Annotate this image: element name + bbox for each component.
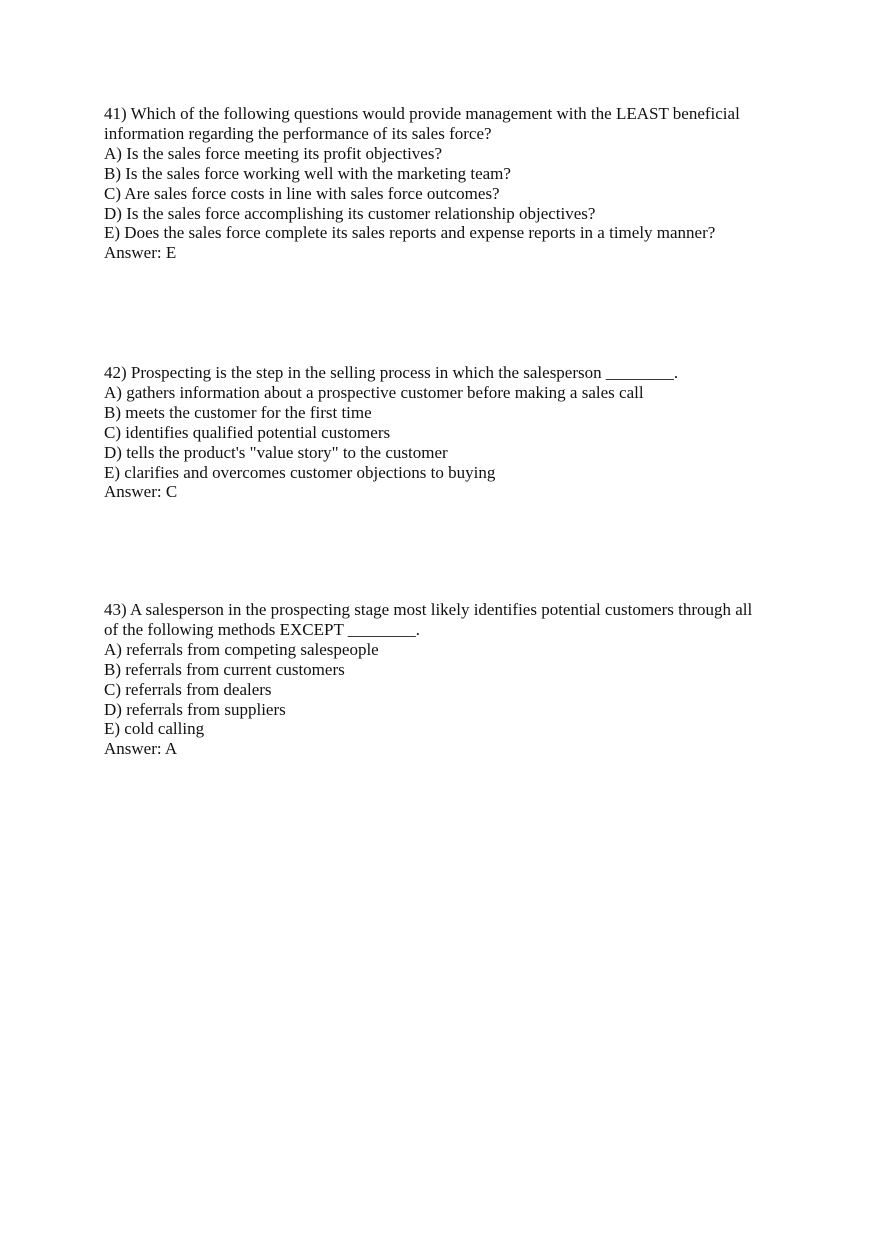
question-41 xyxy=(104,104,784,263)
answer-option-a: A) Is the sales force meeting its profit objectives? xyxy=(104,143,442,163)
question-stem-line: information regarding the performance of its sales force? xyxy=(104,123,492,143)
question-stem-line: 42) Prospecting is the step in the selling process in which the salesperson ________. xyxy=(104,363,679,382)
answer-key: Answer: C xyxy=(104,482,178,502)
answer-option-e: E) cold calling xyxy=(104,719,205,739)
answer-option-b: B) meets the customer for the first time xyxy=(104,402,372,422)
answer-option-d: D) tells the product's "value story" to the customer xyxy=(104,442,448,462)
answer-option-a: A) gathers information about a prospective customer before making a sales call xyxy=(104,382,644,402)
question-43 xyxy=(104,600,784,759)
answer-option-e: E) clarifies and overcomes customer objections to buying xyxy=(104,462,496,482)
answer-key: Answer: E xyxy=(104,243,177,263)
answer-option-c: C) identifies qualified potential customers xyxy=(104,422,391,442)
answer-option-d: D) referrals from suppliers xyxy=(104,699,286,719)
answer-option-a: A) referrals from competing salespeople xyxy=(104,639,379,659)
question-stem-line: 43) A salesperson in the prospecting stage most likely identifies potential customers through all xyxy=(104,600,753,619)
answer-key: Answer: A xyxy=(104,739,178,759)
answer-option-b: B) Is the sales force working well with the marketing team? xyxy=(104,163,511,183)
answer-option-d: D) Is the sales force accomplishing its customer relationship objectives? xyxy=(104,203,596,223)
question-42 xyxy=(104,363,784,502)
answer-option-c: C) Are sales force costs in line with sales force outcomes? xyxy=(104,183,500,203)
question-stem-line: 41) Which of the following questions would provide management with the LEAST beneficial xyxy=(104,104,740,123)
answer-option-e: E) Does the sales force complete its sales reports and expense reports in a timely manner? xyxy=(104,223,716,243)
question-stem-line: of the following methods EXCEPT ________. xyxy=(104,619,421,639)
answer-option-b: B) referrals from current customers xyxy=(104,659,345,679)
answer-option-c: C) referrals from dealers xyxy=(104,679,272,699)
